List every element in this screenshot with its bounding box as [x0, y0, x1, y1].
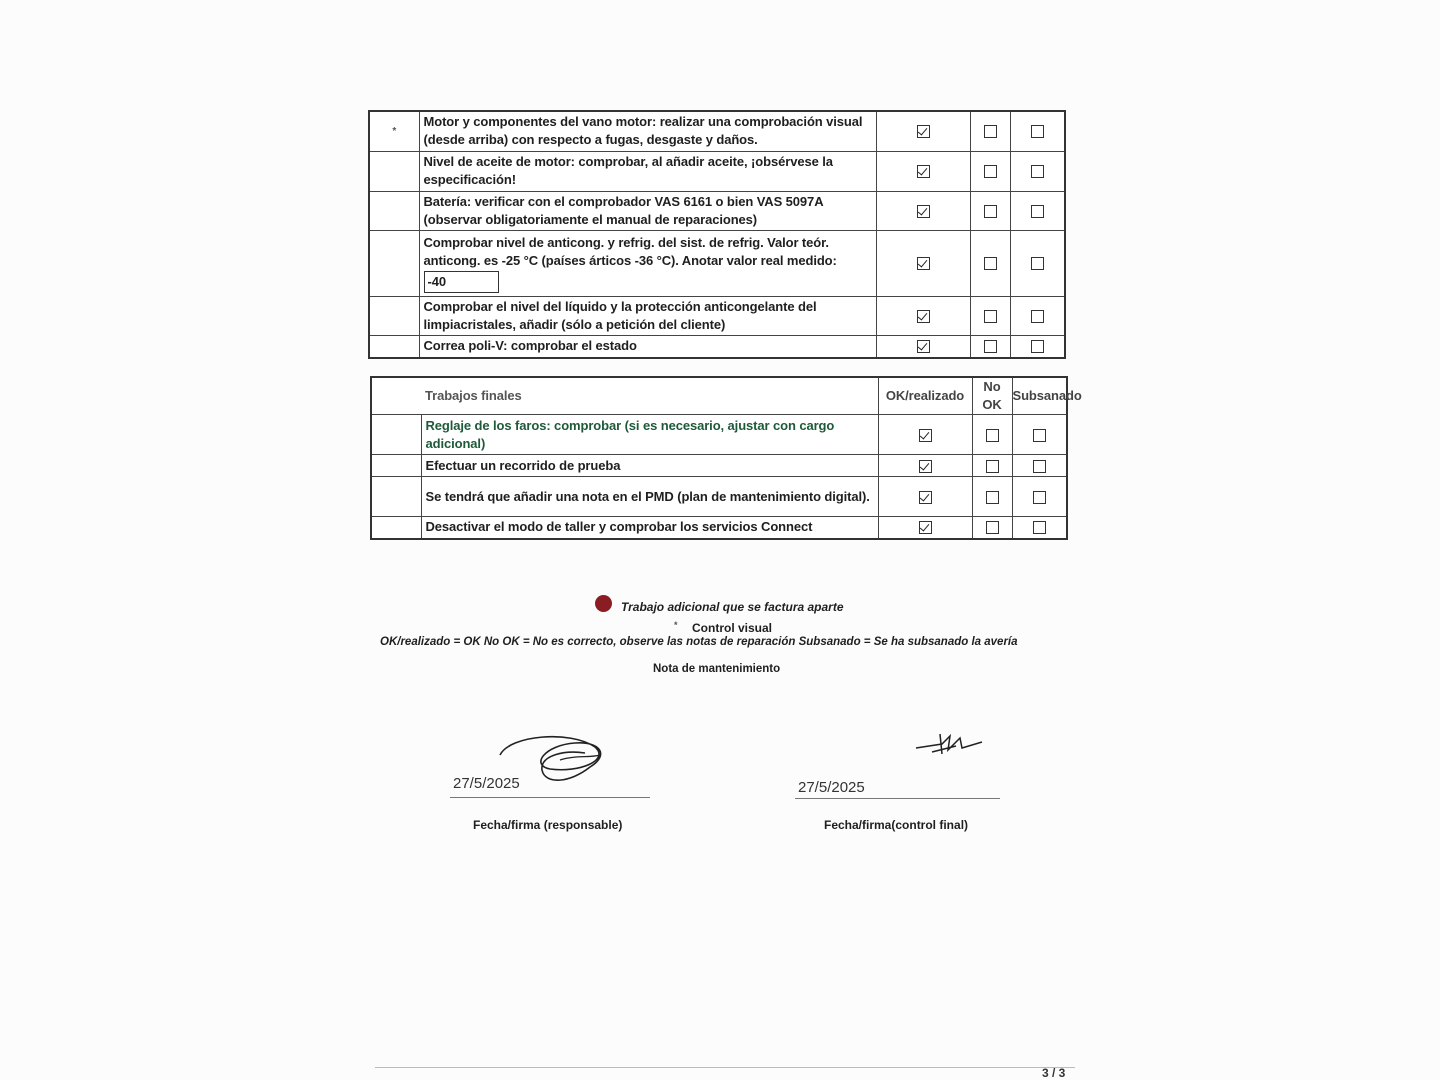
final-work-table [370, 376, 1082, 540]
visual-control-mark [371, 517, 421, 539]
nok-checkbox[interactable] [970, 111, 1010, 151]
fixed-checkbox[interactable] [1010, 230, 1065, 296]
header-spacer [371, 377, 421, 415]
task-text: Motor y componentes del vano motor: realizar una comprobación visual (desde arriba) con respecto a fugas, desgaste y daños. [419, 111, 876, 151]
legend-status-explanation: OK/realizado = OK No OK = No es correcto, observe las notas de reparación Subsanado = Se ha subsanado la avería [380, 636, 1018, 648]
measured-value-field[interactable]: -40 [424, 271, 499, 293]
fixed-checkbox[interactable] [1010, 296, 1065, 335]
table-row [369, 151, 1065, 191]
ok-checkbox[interactable] [878, 477, 972, 517]
left-signature-line [450, 797, 650, 798]
signature-right-icon [912, 728, 992, 760]
nok-checkbox[interactable] [970, 296, 1010, 335]
ok-checkbox[interactable] [878, 517, 972, 539]
table-row [371, 517, 1067, 539]
table-header-row [371, 377, 1067, 415]
left-signature-caption: Fecha/firma (responsable) [473, 818, 623, 832]
ok-checkbox[interactable] [878, 455, 972, 477]
col-ok-header: OK/realizado [878, 377, 972, 415]
task-text: Desactivar el modo de taller y comprobar los servicios Connect [421, 517, 878, 539]
ok-checkbox[interactable] [878, 415, 972, 455]
nok-checkbox[interactable] [970, 335, 1010, 358]
nok-checkbox[interactable] [972, 455, 1012, 477]
task-cell [419, 230, 876, 296]
maintenance-note-title: Nota de mantenimiento [653, 663, 781, 675]
nok-checkbox[interactable] [970, 151, 1010, 191]
fixed-checkbox[interactable] [1010, 151, 1065, 191]
col-fixed-header: Subsanado [1012, 377, 1067, 415]
fixed-checkbox[interactable] [1012, 477, 1067, 517]
table-row [371, 455, 1067, 477]
fixed-checkbox[interactable] [1012, 517, 1067, 539]
nok-checkbox[interactable] [972, 415, 1012, 455]
table-row [369, 111, 1065, 151]
task-text: Batería: verificar con el comprobador VAS 6161 o bien VAS 5097A (observar obligatoriamente el manual de reparaciones) [419, 191, 876, 230]
ok-checkbox[interactable] [876, 296, 970, 335]
nok-checkbox[interactable] [970, 230, 1010, 296]
visual-control-mark [369, 296, 419, 335]
section-title: Trabajos finales [421, 377, 878, 415]
fixed-checkbox[interactable] [1010, 335, 1065, 358]
inspection-table [368, 110, 1066, 359]
visual-control-mark: * [369, 111, 419, 151]
table-row [371, 477, 1067, 517]
table-row [369, 230, 1065, 296]
table-row [371, 415, 1067, 455]
visual-control-mark [369, 151, 419, 191]
visual-control-mark-icon: * [674, 620, 678, 630]
extra-work-dot-icon [595, 595, 612, 612]
visual-control-mark [371, 477, 421, 517]
task-text: Correa poli-V: comprobar el estado [419, 335, 876, 358]
legend-visual-control: Control visual [692, 621, 773, 635]
visual-control-mark [369, 230, 419, 296]
visual-control-mark [369, 335, 419, 358]
table-row [369, 335, 1065, 358]
page-number: 3 / 3 [1042, 1066, 1066, 1080]
fixed-checkbox[interactable] [1012, 415, 1067, 455]
visual-control-mark [371, 455, 421, 477]
task-text: Efectuar un recorrido de prueba [421, 455, 878, 477]
task-text: Se tendrá que añadir una nota en el PMD (plan de mantenimiento digital). [421, 477, 878, 517]
right-signature-caption: Fecha/firma(control final) [824, 818, 969, 832]
col-nok-header: No OK [972, 377, 1012, 415]
nok-checkbox[interactable] [972, 517, 1012, 539]
ok-checkbox[interactable] [876, 230, 970, 296]
table-row [369, 296, 1065, 335]
ok-checkbox[interactable] [876, 335, 970, 358]
task-text: Comprobar el nivel del líquido y la protección anticongelante del limpiacristales, añadir (sólo a petición del cliente) [419, 296, 876, 335]
ok-checkbox[interactable] [876, 151, 970, 191]
visual-control-mark [371, 415, 421, 455]
fixed-checkbox[interactable] [1010, 191, 1065, 230]
ok-checkbox[interactable] [876, 191, 970, 230]
legend-extra-work: Trabajo adicional que se factura aparte [621, 600, 844, 614]
task-text: Reglaje de los faros: comprobar (si es necesario, ajustar con cargo adicional) [421, 415, 878, 455]
right-date: 27/5/2025 [798, 779, 865, 796]
right-signature-line [795, 798, 1000, 799]
task-text: Nivel de aceite de motor: comprobar, al añadir aceite, ¡obsérvese la especificación! [419, 151, 876, 191]
visual-control-mark [369, 191, 419, 230]
nok-checkbox[interactable] [970, 191, 1010, 230]
nok-checkbox[interactable] [972, 477, 1012, 517]
fixed-checkbox[interactable] [1012, 455, 1067, 477]
fixed-checkbox[interactable] [1010, 111, 1065, 151]
task-text: Comprobar nivel de anticong. y refrig. del sist. de refrig. Valor teór. anticong. es -25 °C (países árticos -36 °C). Anotar valor real medido: [423, 234, 837, 268]
footer-line [375, 1067, 1075, 1068]
left-date: 27/5/2025 [453, 775, 520, 792]
table-row [369, 191, 1065, 230]
ok-checkbox[interactable] [876, 111, 970, 151]
